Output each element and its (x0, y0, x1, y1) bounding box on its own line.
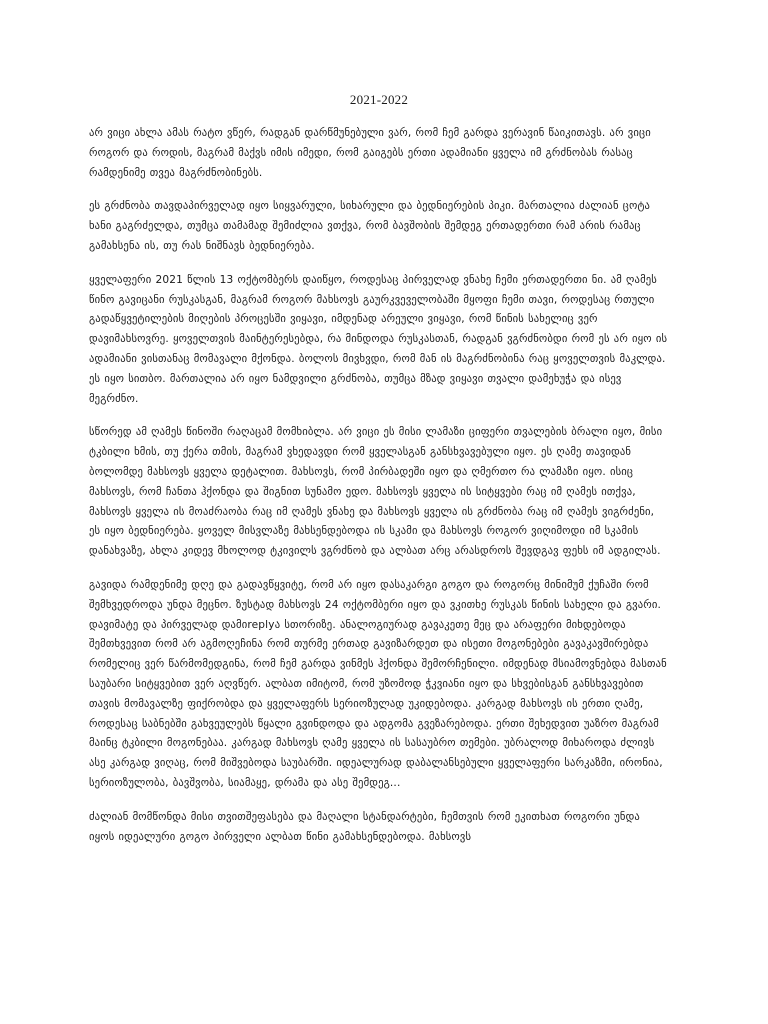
paragraph-6: ძალიან მომწონდა მისი თვითშეფასება და მაღალი სტანდარტები, ჩემთვის რომ ეკითხათ როგორი უნდა იყოს იდეალური გოგო პირველი ალბათ წინი გამახსენდებოდა. მახსოვს (89, 810, 640, 843)
paragraph-4: სწორედ ამ ღამეს წინოში რაღაცამ მომხიბლა. არ ვიცი ეს მისი ლამაზი ციფერი თვალების ბრალი იყო, მისი ტკბილი ხმის, თუ ქერა თმის, მაგრამ ვხედავდი რომ ყველასგან განსხვავებული იყო. ეს ღამე თავიდან ბოლომდე მახსოვს ყველა დეტალით. მახსოვს, რომ პირბადეში იყო და ღმერთო რა ლამაზი იყო. ისიც მახსოვს, რომ ჩანთა ჰქონდა და შიგნით სუნამო ედო. მახსოვს ყველა ის სიტყვები რაც იმ ღამეს ითქვა, მახსოვს ყველა ის მოაძრაობა რაც იმ ღამეს ვნახე და მახსოვს ყველა ის გრძნობა რაც იმ ღამეს ვიგრძენი, ეს იყო ბედნიერება. ყოველ მისვლაზე მახსენდებოდა ის სკამი და მახსოვს როგორ ვიღიმოდი იმ სკამის დანახვაზე, ახლა კიდევ მხოლოდ ტკივილს ვგრძნობ და ალბათ არც არასდროს შევდგავ ფეხს იმ ადგილას. (89, 426, 663, 558)
document-heading: 2021-2022 (349, 92, 409, 107)
paragraph-1: არ ვიცი ახლა ამას რატო ვწერ, რადგან დარწმუნებული ვარ, რომ ჩემ გარდა ვერავინ წაიკითავს. არ ვიცი როგორ და როდის, მაგრამ მაქვს იმის იმედი, რომ გაიგებს ერთი ადამიანი ყველა იმ გრძნობას რასაც რამდენიმე თვეა მაგრძნობინებს. (89, 127, 651, 179)
paragraph-5: გავიდა რამდენიმე დღე და გადავწყვიტე, რომ არ იყო დასაკარგი გოგო და როგორც მინიმუმ ქუჩაში რომ შემხვედროდა უნდა მეცნო. ზუსტად მახსოვს 24 ოქტომბერი იყო და ვკითხე რუსკას წინის სახელი და გვარი. დავიმატე და პირველად დამიreplyა სთორიზე. ანალოგიურად გავაკეთე მეც და არაფერი მიხდებოდა შემთხვევით რომ არ აგმოღეჩინა რომ თურმე ერთად გავიზარდეთ და ისეთი მოგონებები გავაკავშირებდა რომელიც ვერ წარმომედგინა, რომ ჩემ გარდა ვინმეს ჰქონდა შემორჩენილი. იმდენად მსიამოვნებდა მასთან საუბარი სიტყვებით ვერ აღვწერ. ალბათ იმიტომ, რომ უზომოდ ჭკვიანი იყო და სხვებისგან განსხვავებით თავის მომავალზე ფიქრობდა და ყველაფერს სერიოზულად უკიდებოდა. კარგად მახსოვს ის ერთი ღამე, როდესაც საბნებში გახვეულებს წყალი გვინდოდა და ადგომა გვეზარებოდა. ერთი შეხედვით უაზრო მაგრამ მაინც ტკბილი მოგონებაა. კარგად მახსოვს ღამე ყველა ის სასაუბრო თემები. უბრალოდ მიხაროდა ძლივს ასე კარგად ვიღაც, რომ მიშვებოდა საუბარში. იდეალურად დაბალანსებული ყველაფერი სარკაზმი, ირონია, სერიოზულობა, ბავშვობა, სიამაყე, დრამა და ასე შემდეგ... (89, 578, 667, 789)
document-page (89, 92, 669, 861)
paragraph-3: ყველაფერი 2021 წლის 13 ოქტომბერს დაიწყო, როდესაც პირველად ვნახე ჩემი ერთადერთი ნი. ამ ღამეს წინო გავიცანი რუსკასგან, მაგრამ როგორ მახსოვს გაურკვეველობაში მყოფი ჩემი თავი, როდესაც რთული გადაწყვეტილების მიღების პროცესში ვიყავი, იმდენად არეული ვიყავი, რომ წინის სახელიც ვერ დავიმახსოვრე. ყოველთვის მაინტერესებდა, რა მინდოდა რუსკასთან, რადგან ვგრძნობდი რომ ეს არ იყო ის ადამიანი ვისთანაც მომავალი მქონდა. ბოლოს მივხვდი, რომ მან ის მაგრძნობინა რაც ყოველთვის მაკლდა. ეს იყო სითბო. მართალია არ იყო ნამდვილი გრძნობა, თუმცა მზად ვიყავი თვალი დამეხუჭა და ისევ მეგრძნო. (89, 273, 668, 405)
paragraph-2: ეს გრძნობა თავდაპირველად იყო სიყვარული, სიხარული და ბედნიერების პიკი. მართალია ძალიან ცოტა ხანი გაგრძელდა, თუმცა თამამად შემიძლია ვთქვა, რომ ბავშობის შემდეგ ერთადერთი რამ არის რამაც გამახსენა ის, თუ რას ნიშნავს ბედნიერება. (89, 200, 651, 252)
